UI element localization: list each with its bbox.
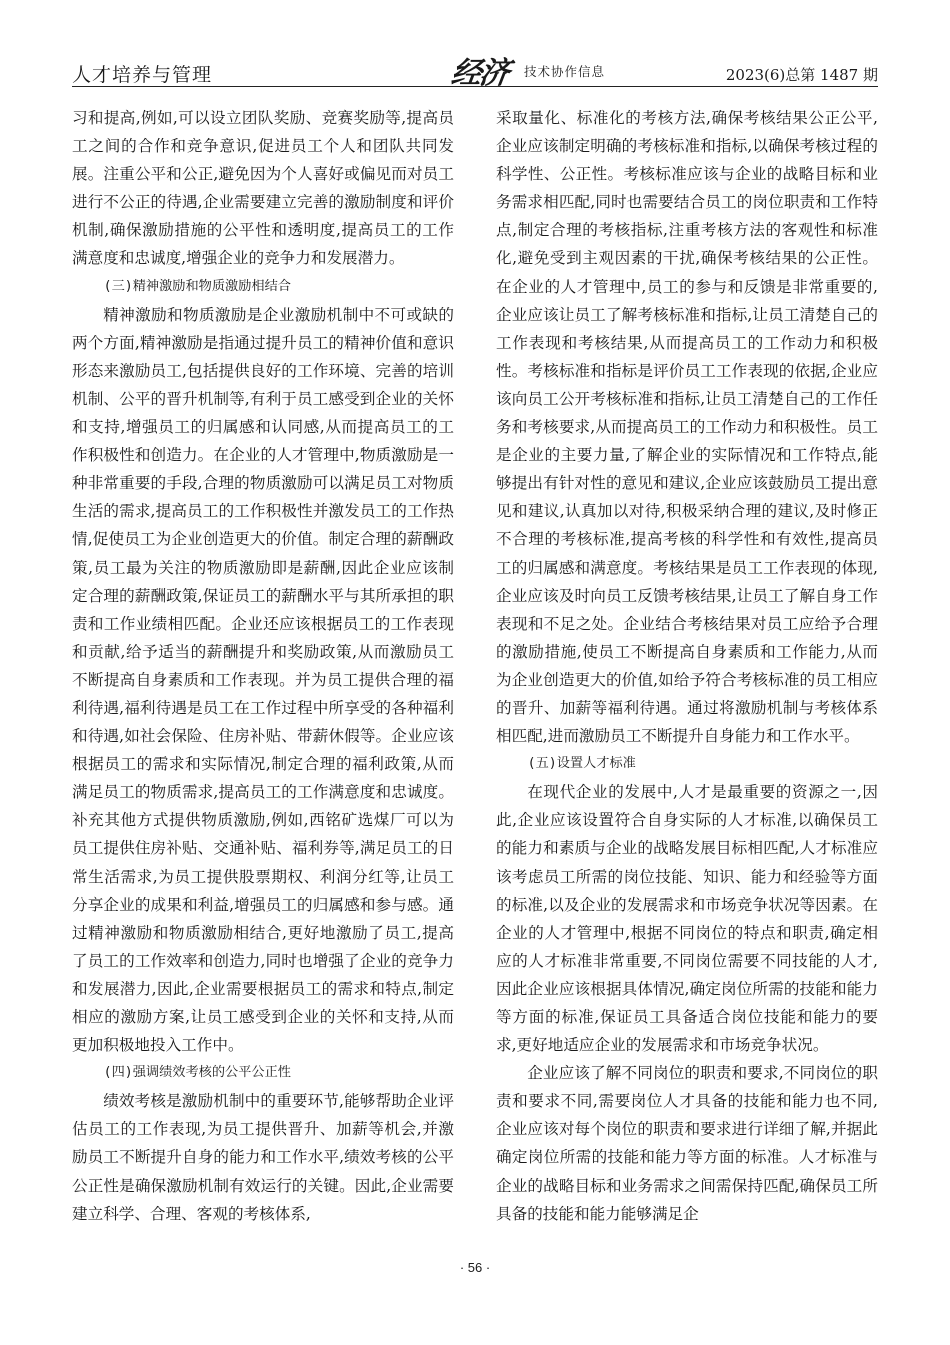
section-heading: (四)强调绩效考核的公平公正性: [103, 1065, 291, 1081]
paragraph: 绩效考核是激励机制中的重要环节,能够帮助企业评估员工的工作表现,为员工提供晋升、加薪等机会,并激励员工不断提升自身的能力和工作水平,绩效考核的公平公正性是确保激励机制有效运行的关键。因此,企业需要建立科学、合理、客观的考核体系,: [72, 1092, 454, 1223]
section-heading: (三)精神激励和物质激励相结合: [103, 278, 291, 294]
page-header: [72, 48, 878, 91]
section-title: 人才培养与管理: [72, 64, 213, 86]
right-column: [496, 104, 878, 1228]
paragraph: 习和提高,例如,可以设立团队奖励、竞赛奖励等,提高员工之间的合作和竞争意识,促进员工个人和团队共同发展。注重公平和公正,避免因为个人喜好或偏见而对员工进行不公正的待遇,企业需要建立完善的激励制度和评价机制,确保激励措施的公平性和透明度,提高员工的工作满意度和忠诚度,增强企业的竞争力和发展潜力。: [72, 109, 454, 268]
section-heading: (五)设置人才标准: [527, 756, 636, 772]
left-column: [72, 104, 454, 1228]
paragraph: 企业应该了解不同岗位的职责和要求,不同岗位的职责和要求不同,需要岗位人才具备的技能和能力也不同,企业应该对每个岗位的职责和要求进行详细了解,并据此确定岗位所需的技能和能力等方面的标准。人才标准与企业的战略目标和业务需求之间需保持匹配,确保员工所具备的技能和能力能够满足企: [496, 1064, 878, 1223]
paragraph: 在现代企业的发展中,人才是最重要的资源之一,因此,企业应该设置符合自身实际的人才标准,以确保员工的能力和素质与企业的战略发展目标相匹配,人才标准应该考虑员工所需的岗位技能、知识、能力和经验等方面的标准,以及企业的发展需求和市场竞争状况等因素。在企业的人才管理中,根据不同岗位的特点和职责,确定相应的人才标准非常重要,不同岗位需要不同技能的人才,因此企业应该根据具体情况,确定岗位所需的技能和能力等方面的标准,保证员工具备适合岗位技能和能力的要求,更好地适应企业的发展需求和市场竞争状况。: [496, 783, 878, 1055]
logo-subtitle: 技术协作信息: [524, 64, 606, 79]
journal-logo: [449, 48, 652, 91]
issue-info: 2023(6)总第 1487 期: [725, 66, 878, 84]
header-rule: [72, 86, 878, 87]
page-number: · 56 ·: [459, 1260, 491, 1275]
logo-mark: 经济: [449, 56, 510, 91]
paragraph: 精神激励和物质激励是企业激励机制中不可或缺的两个方面,精神激励是指通过提升员工的精神价值和意识形态来激励员工,包括提供良好的工作环境、完善的培训机制、公平的晋升机制等,有利于员工感受到企业的关怀和支持,增强员工的归属感和认同感,从而提高员工的工作积极性和创造力。在企业的人才管理中,物质激励是一种非常重要的手段,合理的物质激励可以满足员工对物质生活的需求,提高员工的工作积极性并激发员工的工作热情,促使员工为企业创造更大的价值。制定合理的薪酬政策,员工最为关注的物质激励即是薪酬,因此企业应该制定合理的薪酬政策,保证员工的薪酬水平与其所承担的职责和工作业绩相匹配。企业还应该根据员工的工作表现和贡献,给予适当的薪酬提升和奖励政策,从而激励员工不断提高自身素质和工作表现。并为员工提供合理的福利待遇,福利待遇是员工在工作过程中所享受的各种福利和待遇,如社会保险、住房补贴、带薪休假等。企业应该根据员工的需求和实际情况,制定合理的福利政策,从而满足员工的物质需求,提高员工的工作满意度和忠诚度。补充其他方式提供物质激励,例如,西铭矿选煤厂可以为员工提供住房补贴、交通补贴、福利券等,满足员工的日常生活需求,为员工提供股票期权、利润分红等,让员工分享企业的成果和利益,增强员工的归属感和参与感。通过精神激励和物质激励相结合,更好地激励了员工,提高了员工的工作效率和创造力,同时也增强了企业的竞争力和发展潜力,因此,企业需要根据员工的需求和特点,制定相应的激励方案,让员工感受到企业的关怀和支持,从而更加积极地投入工作中。: [72, 305, 454, 1055]
paragraph: 采取量化、标准化的考核方法,确保考核结果公正公平,企业应该制定明确的考核标准和指标,以确保考核过程的科学性、公正性。考核标准应该与企业的战略目标和业务需求相匹配,同时也需要结合员工的岗位职责和工作特点,制定合理的考核指标,注重考核方法的客观性和标准化,避免受到主观因素的干扰,确保考核结果的公正性。在企业的人才管理中,员工的参与和反馈是非常重要的,企业应该让员工了解考核标准和指标,让员工清楚自己的工作表现和考核结果,从而提高员工的工作动力和积极性。考核标准和指标是评价员工工作表现的依据,企业应该向员工公开考核标准和指标,让员工清楚自己的工作任务和考核要求,从而提高员工的工作动力和积极性。员工是企业的主要力量,了解企业的实际情况和工作特点,能够提出有针对性的意见和建议,企业应该鼓励员工提出意见和建议,认真加以对待,积极采纳合理的建议,及时修正不合理的考核标准,提高考核的科学性和有效性,提高员工的归属感和满意度。考核结果是员工工作表现的体现,企业应该及时向员工反馈考核结果,让员工了解自身工作表现和不足之处。企业结合考核结果对员工应给予合理的激励措施,使员工不断提高自身素质和工作能力,从而为企业创造更大的价值,如给予符合考核标准的员工相应的晋升、加薪等福利待遇。通过将激励机制与考核体系相匹配,进而激励员工不断提升自身能力和工作水平。: [496, 109, 878, 746]
